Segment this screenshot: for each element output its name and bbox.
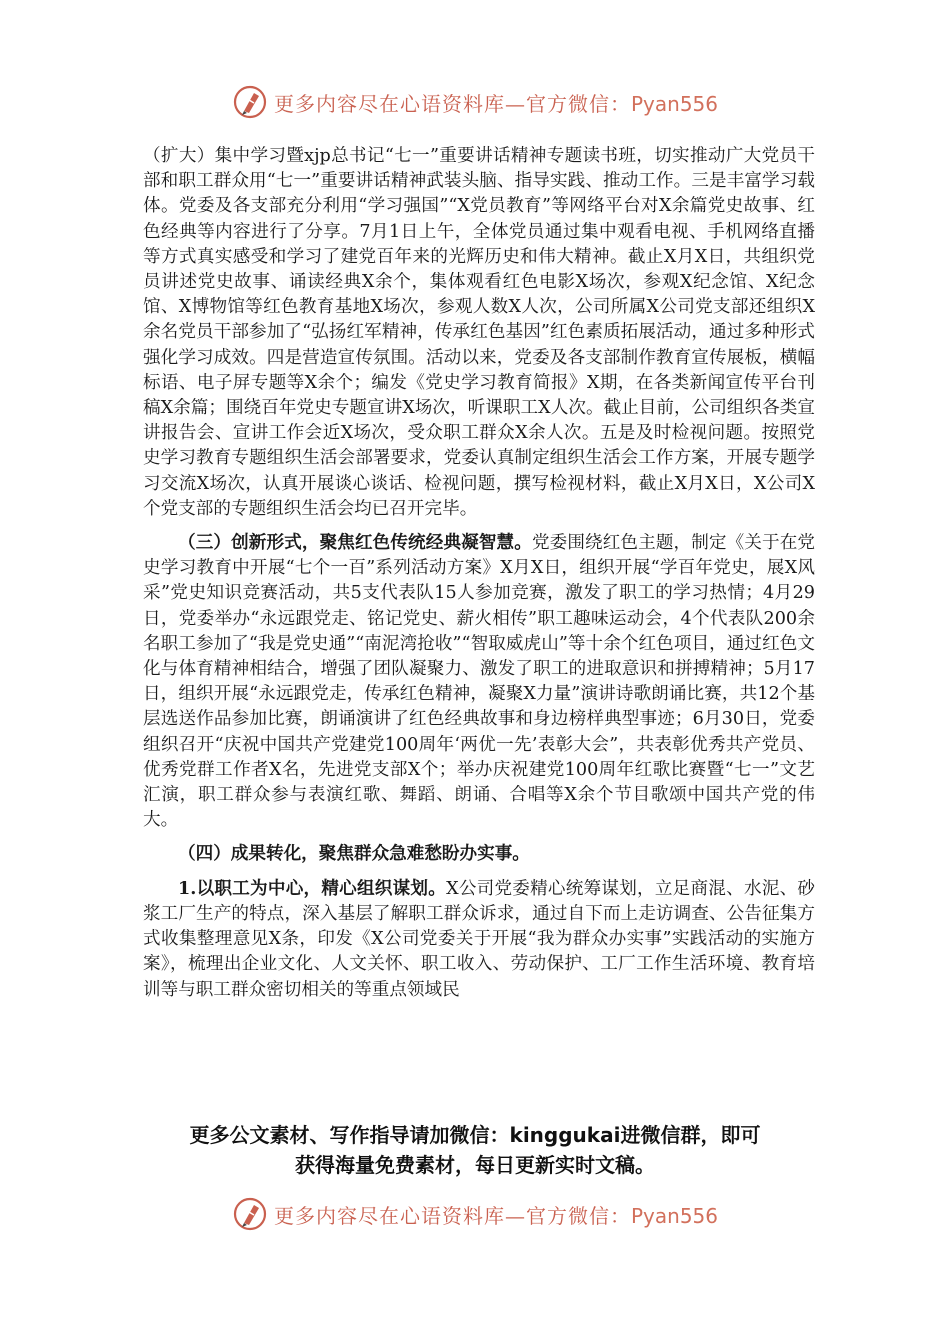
paragraph-4-heading: 1.以职工为中心，精心组织谋划。 — [178, 877, 447, 899]
paragraph-3 — [143, 841, 815, 867]
paragraph-2-heading: （三）创新形式，聚焦红色传统经典凝智慧。 — [178, 532, 532, 554]
paragraph-4-text: X公司党委精心统筹谋划，立足商混、水泥、砂浆工厂生产的特点，深入基层了解职工群众诉求，通过自下而上走访调查、公告征集方式收集整理意见X条，印发《X公司党委关于开展“我为群众办实事”实践活动的实施方案》，梳理出企业文化、人文关怀、职工收入、劳动保护、工厂工作生活环境、教育培训等与职工群众密切相关的等重点领域民 — [143, 878, 815, 1000]
pen-nib-icon — [232, 1196, 268, 1232]
footer-banner-text — [274, 1200, 718, 1229]
footer-banner-inner — [232, 1196, 718, 1232]
promo-line-1: 更多公文素材、写作指导请加微信：kinggukai进微信群，即可 — [189, 1123, 761, 1147]
paragraph-4 — [143, 876, 815, 1003]
paragraph-1-text: （扩大）集中学习暨xjp总书记“七一”重要讲话精神专题读书班，切实推动广大党员干部和职工群众用“七一”重要讲话精神武装头脑、指导实践、推动工作。三是丰富学习载体。党委及各支部充分利用“学习强国”“X党员教育”等网络平台对X余篇党史故事、红色经典等内容进行了分享。7月1日上午，全体党员通过集中观看电视、手机网络直播等方式真实感受和学习了建党百年来的光辉历史和伟大精神。截止X月X日，共组织党员讲述党史故事、诵读经典X余个，集体观看红色电影X场次，参观X纪念馆、X纪念馆、X博物馆等红色教育基地X场次，参观人数X人次，公司所属X公司党支部还组织X余名党员干部参加了“弘扬红军精神，传承红色基因”红色素质拓展活动，通过多种形式强化学习成效。四是营造宣传氛围。活动以来，党委及各支部制作教育宣传展板，横幅标语、电子屏专题等X余个；编发《党史学习教育简报》X期，在各类新闻宣传平台刊稿X余篇；围绕百年党史专题宣讲X场次，听课职工X人次。截止目前，公司组织各类宣讲报告会、宣讲工作会近X场次，受众职工群众X余人次。五是及时检视问题。按照党史学习教育专题组织生活会部署要求，党委认真制定组织生活会工作方案，开展专题学习交流X场次，认真开展谈心谈话、检视问题，撰写检视材料，截止X月X日，X公司X个党支部的专题组织生活会均已召开完毕。 — [143, 146, 815, 519]
paragraph-1 — [143, 144, 815, 522]
header-wechat-id: Pyan556 — [630, 91, 718, 116]
paragraph-3-heading: （四）成果转化，聚焦群众急难愁盼办实事。 — [178, 843, 530, 865]
header-banner — [0, 80, 950, 124]
promo-line-2: 获得海量免费素材，每日更新实时文稿。 — [295, 1153, 655, 1177]
header-banner-text — [274, 88, 718, 117]
footer-wechat-id: Pyan556 — [630, 1203, 718, 1228]
promo-notice — [120, 1120, 830, 1180]
document-body — [143, 144, 815, 1003]
paragraph-2 — [143, 530, 815, 833]
paragraph-2-text: 党委围绕红色主题，制定《关于在党史学习教育中开展“七个一百”系列活动方案》X月X日，组织开展“学百年党史，展X风采”党史知识竞赛活动，共5支代表队15人参加竞赛，激发了职工的学习热情；4月29日，党委举办“永远跟党走、铭记党史、薪火相传”职工趣味运动会，4个代表队200余名职工参加了“我是党史通”“南泥湾抢收”“智取威虎山”等十余个红色项目，通过红色文化与体育精神相结合，增强了团队凝聚力、激发了职工的进取意识和拼搏精神；5月17日，组织开展“永远跟党走，传承红色精神，凝聚X力量”演讲诗歌朗诵比赛，共12个基层选送作品参加比赛，朗诵演讲了红色经典故事和身边榜样典型事迹；6月30日，党委组织召开“庆祝中国共产党建党100周年‘两优一先’表彰大会”，共表彰优秀共产党员、优秀党群工作者X名，先进党支部X个；举办庆祝建党100周年红歌比赛暨“七一”文艺汇演，职工群众参与表演红歌、舞蹈、朗诵、合唱等X余个节目歌颂中国共产党的伟大。 — [143, 533, 815, 831]
header-banner-label: 更多内容尽在心语资料库—官方微信： — [273, 91, 631, 116]
pen-nib-icon — [232, 84, 268, 120]
footer-banner — [0, 1192, 950, 1236]
footer-banner-label: 更多内容尽在心语资料库—官方微信： — [273, 1203, 631, 1228]
header-banner-inner — [232, 84, 718, 120]
